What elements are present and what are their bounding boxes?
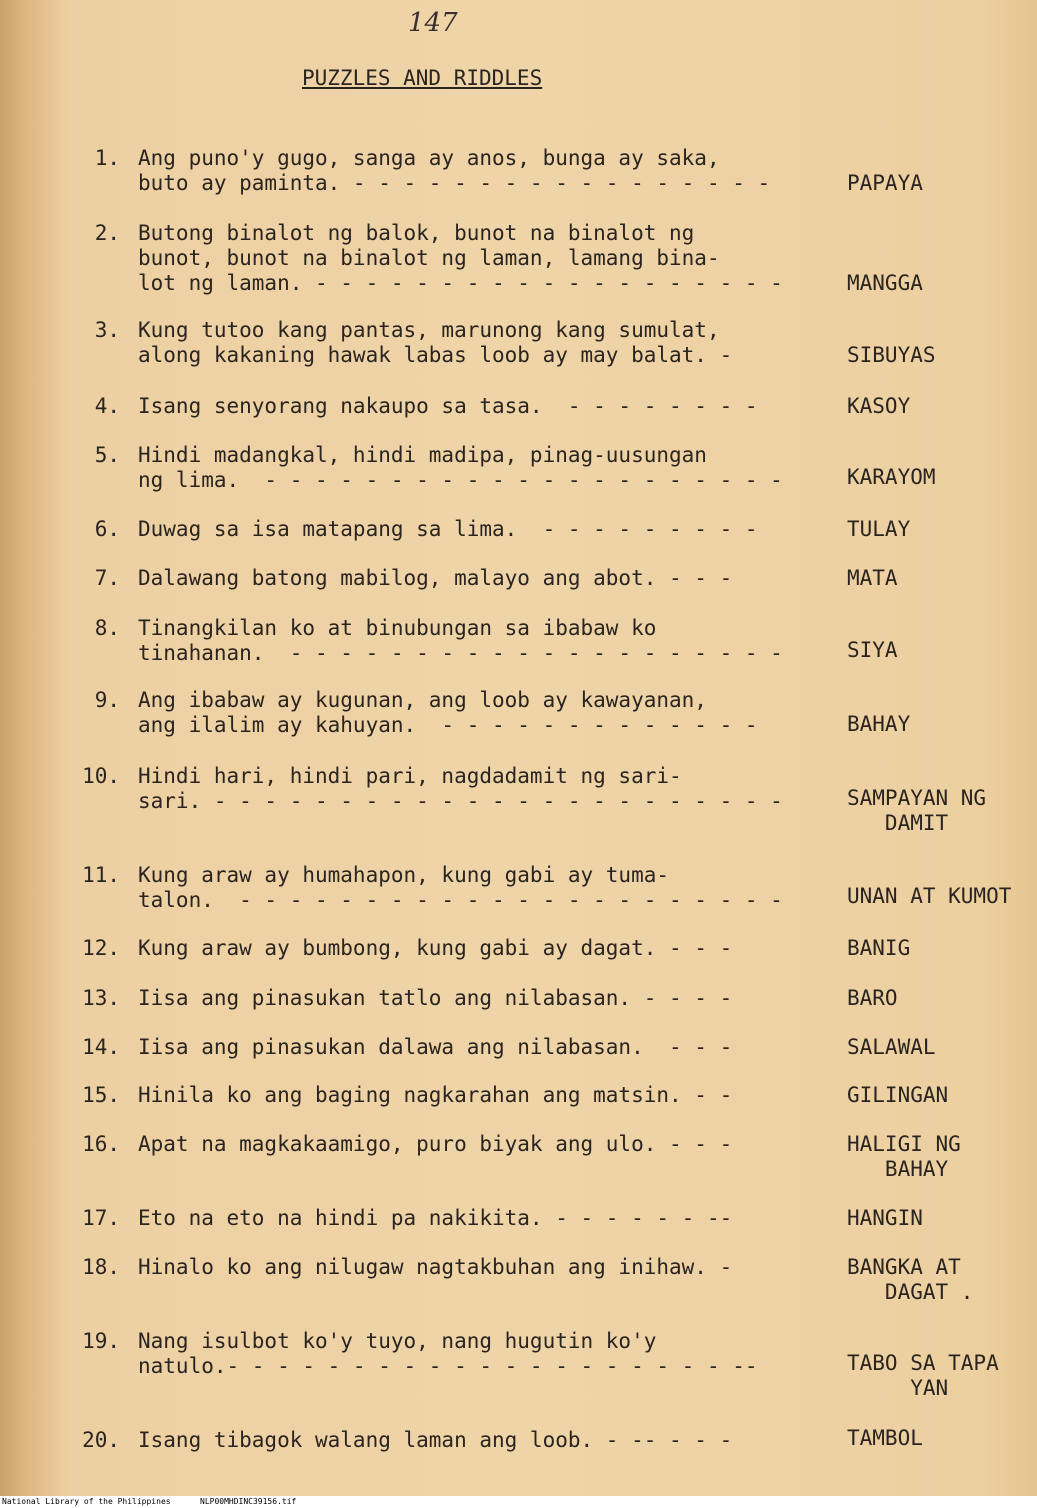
riddle-number: 9. [94,688,120,712]
footer-filename: NLP00MHDINC39156.tif [200,1497,297,1506]
riddle-number: 20. [82,1428,120,1452]
riddle-answer: SALAWAL [847,1035,936,1059]
riddle-number: 18. [82,1255,120,1279]
riddle-number: 11. [82,863,120,887]
page-number: 147 [408,8,458,38]
riddle-text: Kung tutoo kang pantas, marunong kang sumulat, along kakaning hawak labas loob ay may balat. - [138,318,733,367]
riddle-answer: BANGKA AT DAGAT . [847,1255,974,1304]
riddle-text: Dalawang batong mabilog, malayo ang abot. - - - [138,566,733,590]
riddle-number: 8. [94,616,120,640]
riddle-answer: GILINGAN [847,1083,949,1107]
riddle-number: 12. [82,936,120,960]
riddle-text: Ang ibabaw ay kugunan, ang loob ay kawayanan, ang ilalim ay kahuyan. - - - - - - - - - - - - - [138,688,758,737]
riddle-text: Iisa ang pinasukan dalawa ang nilabasan. - - - [138,1035,733,1059]
riddle-text: Iisa ang pinasukan tatlo ang nilabasan. - - - - [138,986,733,1010]
riddle-number: 19. [82,1329,120,1353]
riddle-number: 3. [94,318,120,342]
riddle-text: Hinalo ko ang nilugaw nagtakbuhan ang inihaw. - [138,1255,733,1279]
riddle-answer: SAMPAYAN NG DAMIT [847,786,987,835]
riddle-answer: MATA [847,566,898,590]
page-title: PUZZLES AND RIDDLES [302,66,543,90]
riddle-text: Duwag sa isa matapang sa lima. - - - - - - - - - [138,517,758,541]
riddle-text: Isang senyorang nakaupo sa tasa. - - - - - - - - [138,394,758,418]
riddle-answer: TAMBOL [847,1426,923,1450]
riddle-answer: PAPAYA [847,171,923,195]
footer-library: National Library of the Philippines [2,1497,171,1506]
riddle-number: 16. [82,1132,120,1156]
riddle-number: 13. [82,986,120,1010]
riddle-text: Ang puno'y gugo, sanga ay anos, bunga ay saka, buto ay paminta. - - - - - - - - - - - - - - - - - [138,146,771,195]
riddle-text: Hindi hari, hindi pari, nagdadamit ng sari- sari. - - - - - - - - - - - - - - - - - - - - - - - [138,764,783,813]
riddle-text: Butong binalot ng balok, bunot na binalot ng bunot, bunot na binalot ng laman, lamang bina- lot ng laman. - - - - - - - - - - - - - - - - - - - [138,221,783,295]
riddle-text: Eto na eto na hindi pa nakikita. - - - - - - -- [138,1206,733,1230]
riddle-number: 2. [94,221,120,245]
riddle-answer: MANGGA [847,271,923,295]
riddle-answer: BAHAY [847,712,911,736]
riddle-answer: KASOY [847,394,911,418]
riddle-answer: HANGIN [847,1206,923,1230]
riddle-text: Hinila ko ang baging nagkarahan ang matsin. - - [138,1083,733,1107]
riddle-answer: SIBUYAS [847,343,936,367]
riddle-number: 6. [94,517,120,541]
archive-footer [0,1496,1037,1508]
riddle-answer: KARAYOM [847,465,936,489]
riddle-number: 5. [94,443,120,467]
riddle-text: Isang tibagok walang laman ang loob. - -- - - - [138,1428,733,1452]
riddle-text: Kung araw ay bumbong, kung gabi ay dagat. - - - [138,936,733,960]
riddle-number: 10. [82,764,120,788]
riddle-answer: BANIG [847,936,911,960]
riddle-answer: TULAY [847,517,911,541]
riddle-number: 4. [94,394,120,418]
riddle-number: 15. [82,1083,120,1107]
riddle-answer: SIYA [847,638,898,662]
riddle-text: Nang isulbot ko'y tuyo, nang hugutin ko'y natulo.- - - - - - - - - - - - - - - - - - - - -- [138,1329,758,1378]
riddle-text: Apat na magkakaamigo, puro biyak ang ulo. - - - [138,1132,733,1156]
riddle-answer: HALIGI NG BAHAY [847,1132,961,1181]
riddle-answer: BARO [847,986,898,1010]
riddle-text: Kung araw ay humahapon, kung gabi ay tuma- talon. - - - - - - - - - - - - - - - - - - - - - - [138,863,783,912]
riddle-number: 14. [82,1035,120,1059]
riddle-number: 7. [94,566,120,590]
riddle-number: 1. [94,146,120,170]
riddle-text: Hindi madangkal, hindi madipa, pinag-uusungan ng lima. - - - - - - - - - - - - - - - - - - - - - [138,443,783,492]
riddle-answer: TABO SA TAPA YAN [847,1351,999,1400]
riddle-number: 17. [82,1206,120,1230]
riddle-answer: UNAN AT KUMOT [847,884,1012,908]
riddle-text: Tinangkilan ko at binubungan sa ibabaw ko tinahanan. - - - - - - - - - - - - - - - - - - - - [138,616,783,665]
